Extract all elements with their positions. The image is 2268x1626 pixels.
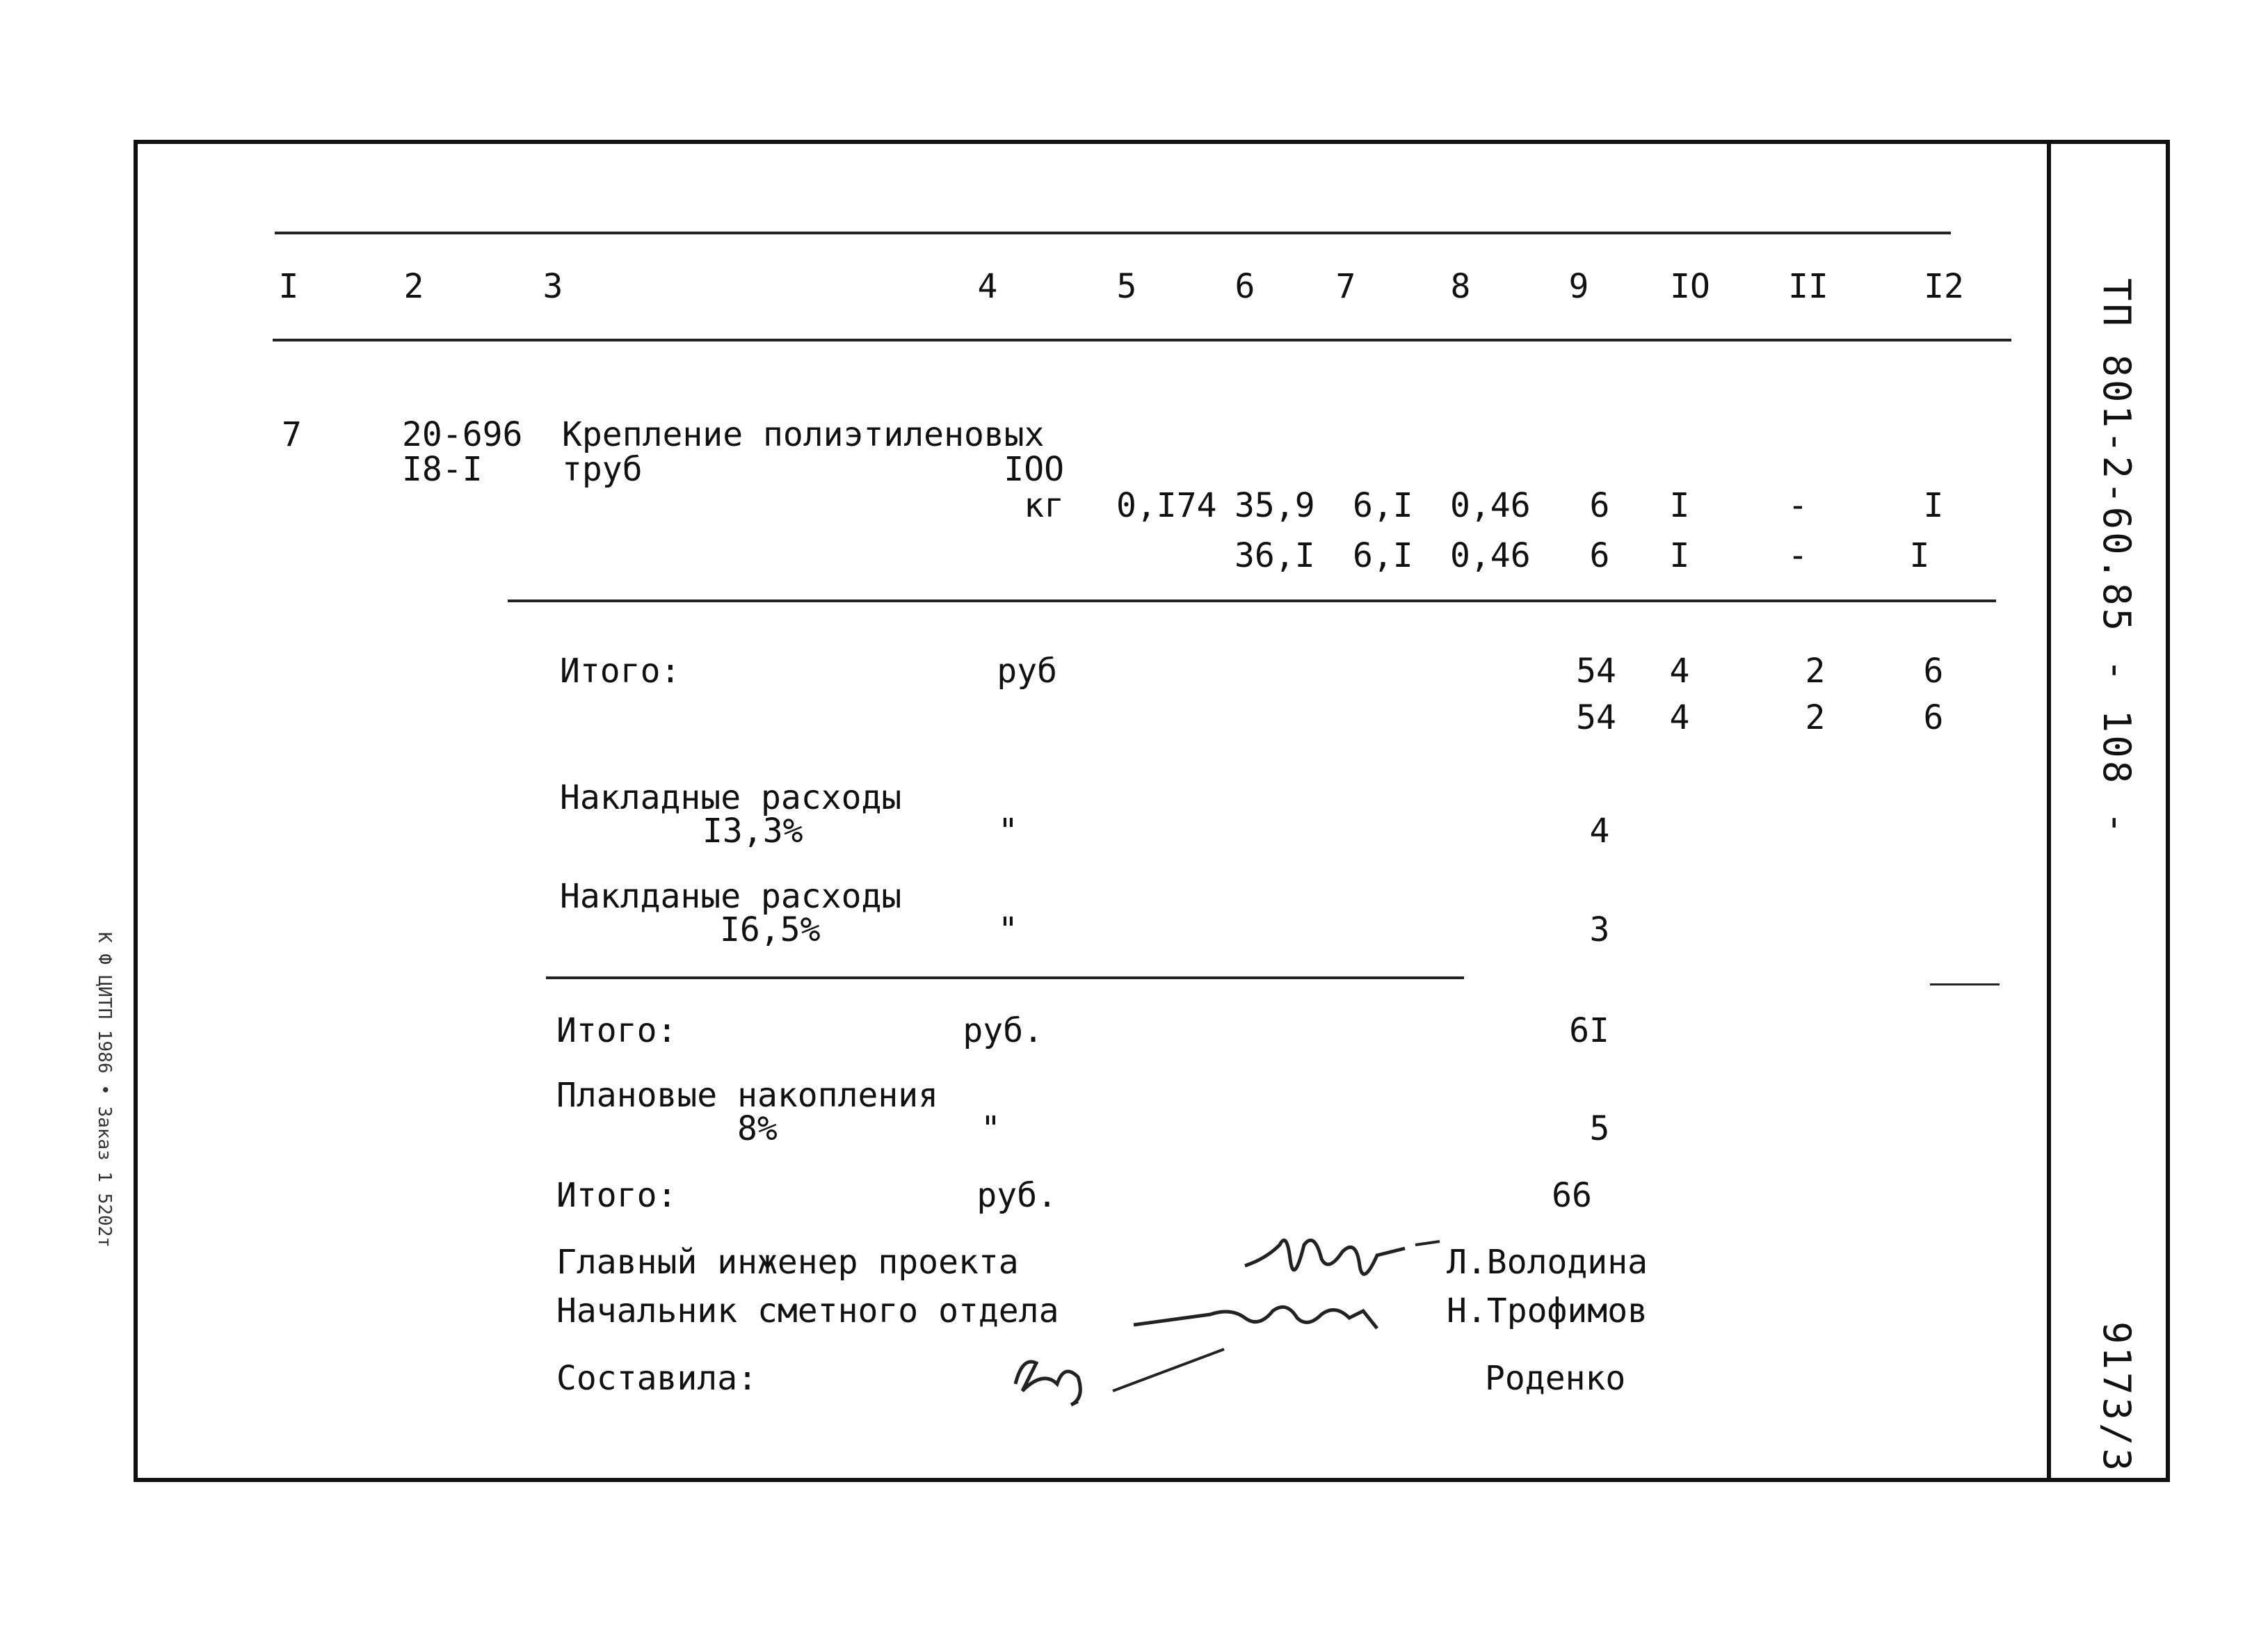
signature-role-chief-engineer: Главный инженер проекта [556, 1243, 1019, 1282]
signature-role-head-estimate: Начальник сметного отдела [556, 1291, 1059, 1330]
itogo1-row1-col9: 54 [1576, 652, 1616, 691]
itogo1-row1-col12: 6 [1923, 652, 1944, 691]
header-bottom-rule [273, 339, 2011, 341]
col-header-10: IO [1670, 267, 1710, 306]
item-row2-col11: - [1787, 536, 1808, 575]
itogo1-label: Итого: [560, 652, 681, 691]
itogo1-row1-col10: 4 [1669, 652, 1690, 691]
planned-label: Плановые накопления [556, 1076, 939, 1115]
item-row2-col7: 6,I [1353, 536, 1413, 575]
item-row1-col9: 6 [1589, 486, 1610, 525]
overhead2-label: Наклданые расходы [560, 877, 902, 916]
item-code-line1: 20-696 [402, 415, 523, 454]
item-name-line2: труб [562, 450, 643, 489]
overhead2-pct: I6,5% [720, 910, 821, 949]
item-row1-col6: 35,9 [1234, 486, 1315, 525]
col-header-1: I [278, 267, 299, 306]
overhead-bottom-rule-dashed [1930, 983, 2000, 985]
item-code-line2: I8-I [402, 450, 483, 489]
planned-pct: 8% [737, 1109, 778, 1148]
planned-unit: " [981, 1109, 1001, 1148]
overhead2-col9: 3 [1589, 910, 1610, 949]
item-row2-col10: I [1669, 536, 1690, 575]
item-row1-col11: - [1787, 486, 1808, 525]
itogo2-unit: руб. [963, 1011, 1043, 1050]
item-unit-line2: кг [1024, 486, 1064, 525]
item-number: 7 [282, 415, 302, 454]
col-header-11: II [1788, 267, 1828, 306]
signature-name-head-estimate: Н.Трофимов [1447, 1291, 1648, 1330]
signature-role-compiler: Составила: [556, 1359, 757, 1398]
itogo1-unit: руб [997, 652, 1057, 691]
overhead1-unit: " [998, 812, 1018, 851]
itogo1-row2-col9: 54 [1576, 698, 1616, 737]
itogo3-unit: руб. [976, 1176, 1057, 1215]
itogo2-label: Итого: [556, 1011, 677, 1050]
itogo1-row1-col11: 2 [1805, 652, 1826, 691]
item-col5: 0,I74 [1116, 486, 1217, 525]
planned-col9: 5 [1589, 1109, 1610, 1148]
item-bottom-rule [508, 599, 1996, 602]
item-row1-col10: I [1669, 486, 1690, 525]
itogo3-col9: 66 [1552, 1176, 1592, 1215]
document-code: ТП 801-2-60.85 - 108 - [2095, 278, 2139, 837]
item-row2-col9: 6 [1589, 536, 1610, 575]
col-header-8: 8 [1450, 267, 1471, 306]
col-header-7: 7 [1335, 267, 1356, 306]
itogo1-row2-col10: 4 [1669, 698, 1690, 737]
item-row2-col12: I [1909, 536, 1930, 575]
itogo1-row2-col12: 6 [1923, 698, 1944, 737]
itogo3-label: Итого: [556, 1176, 677, 1215]
sheet-number: 9173/3 [2095, 1321, 2139, 1474]
col-header-3: 3 [542, 267, 563, 306]
itogo2-col9: 6I [1569, 1011, 1609, 1050]
item-row1-col12: I [1923, 486, 1944, 525]
itogo1-row2-col11: 2 [1805, 698, 1826, 737]
item-unit-line1: IOO [1004, 450, 1064, 489]
col-header-12: I2 [1924, 267, 1964, 306]
signature-name-compiler: Роденко [1485, 1359, 1626, 1398]
overhead1-pct: I3,3% [702, 812, 803, 851]
col-header-6: 6 [1234, 267, 1255, 306]
item-row1-col7: 6,I [1353, 486, 1413, 525]
header-top-rule [275, 232, 1951, 234]
item-name-line1: Крепление полиэтиленовых [562, 415, 1045, 454]
col-header-2: 2 [403, 267, 424, 306]
item-row2-col6: 36,I [1234, 536, 1315, 575]
signature-name-chief-engineer: Л.Володина [1447, 1243, 1648, 1282]
col-header-9: 9 [1568, 267, 1589, 306]
title-block-divider [2047, 140, 2051, 1482]
handwritten-signature-3 [1002, 1335, 1238, 1419]
col-header-5: 5 [1116, 267, 1137, 306]
col-header-4: 4 [977, 267, 998, 306]
overhead-bottom-rule [546, 976, 1464, 979]
overhead1-label: Накладные расходы [560, 778, 902, 817]
overhead2-unit: " [998, 910, 1018, 949]
item-row2-col8: 0,46 [1450, 536, 1531, 575]
overhead1-col9: 4 [1589, 812, 1610, 851]
item-row1-col8: 0,46 [1450, 486, 1531, 525]
print-note: К Ф ЦИТП 1986 • Заказ 1 5202т [94, 932, 115, 1248]
